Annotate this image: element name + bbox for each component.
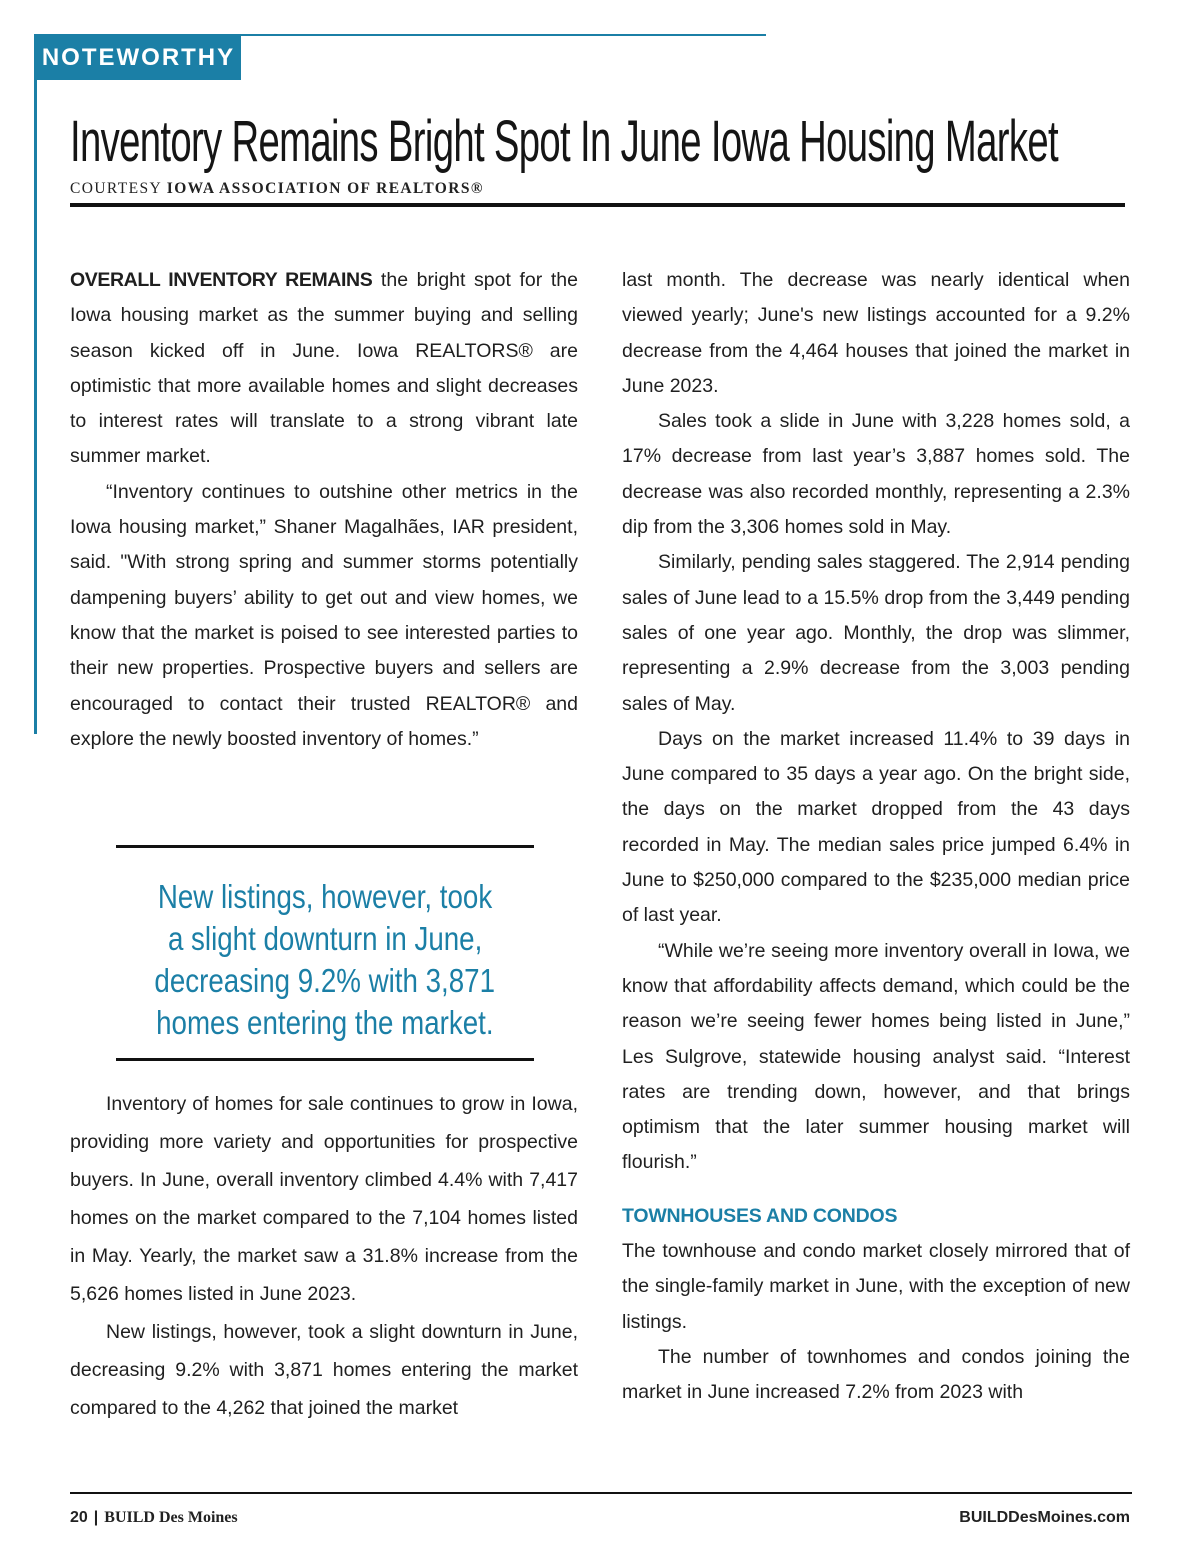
- lead-paragraph-text: the bright spot for the Iowa housing market as the summer buying and selling season kicked off in June. Iowa REALTORS® are optimistic that more available homes and slight decreases to interest rates will translate to a strong vibrant late summer market.: [70, 269, 578, 468]
- body-paragraph: The townhouse and condo market closely mirrored that of the single-family market in June, with the exception of new listings.: [622, 1240, 1130, 1333]
- body-paragraph: last month. The decrease was nearly identical when viewed yearly; June's new listings accounted for a 9.2% decrease from the 4,464 houses that joined the market in June 2023.: [622, 269, 1130, 397]
- publication-name: BUILD Des Moines: [104, 1509, 238, 1526]
- body-paragraph: New listings, however, took a slight downturn in June, decreasing 9.2% with 3,871 homes entering the market compared to the 4,262 that joined the market: [70, 1321, 578, 1419]
- website-link[interactable]: BUILDDesMoines.com: [959, 1509, 1130, 1526]
- pull-quote-line: New listings, however, took: [157, 878, 493, 915]
- body-paragraph: The number of townhomes and condos joining the market in June increased 7.2% from 2023 with: [622, 1345, 1130, 1404]
- body-paragraph: Similarly, pending sales staggered. The 2,914 pending sales of June lead to a 15.5% drop from the 3,449 pending sales of one year ago. Monthly, the drop was slimmer, representing a 2.9% decrease from the 3,003 pending sales of May.: [622, 551, 1130, 715]
- left-column-bottom: [70, 1085, 578, 1427]
- body-paragraph: Days on the market increased 11.4% to 39 days in June compared to 35 days a year ago. On the bright side, the days on the market dropped from the 43 days recorded in May. The median sales price jumped 6.4% in June to $250,000 compared to the $235,000 median price of last year.: [622, 727, 1130, 927]
- header-side-rule: [34, 34, 37, 734]
- credit-organization: IOWA ASSOCIATION OF REALTORS®: [166, 180, 484, 197]
- page-folio: [70, 1509, 238, 1527]
- article-credit: [70, 180, 484, 198]
- body-paragraph: “Inventory continues to outshine other metrics in the Iowa housing market,” Shaner Magalhães, IAR president, said. "With strong spring and summer storms potentially dampening buyers’ ability to get out and view homes, we know that the market is poised to see interested parties to their new properties. Prospective buyers and sellers are encouraged to contact their trusted REALTOR® and explore the newly boosted inventory of homes.”: [70, 480, 578, 750]
- body-paragraph: “While we’re seeing more inventory overall in Iowa, we know that affordability affects demand, which could be the reason we’re seeing fewer homes being listed in June,” Les Sulgrove, statewide housing analyst said. “Interest rates are trending down, however, and that brings optimism that the later summer housing market will flourish.”: [622, 939, 1130, 1174]
- pull-quote-top-rule: [116, 845, 534, 848]
- section-tag: NOTEWORTHY: [36, 36, 241, 80]
- pull-quote-line: homes entering the market.: [156, 1004, 494, 1041]
- lead-in: OVERALL INVENTORY REMAINS: [70, 269, 373, 291]
- section-subhead: TOWNHOUSES AND CONDOS: [622, 1204, 898, 1227]
- pull-quote-line: decreasing 9.2% with 3,871: [154, 962, 496, 999]
- body-paragraph: Sales took a slide in June with 3,228 homes sold, a 17% decrease from last year’s 3,887 homes sold. The decrease was also recorded monthly, representing a 2.3% dip from the 3,306 homes sold in May.: [622, 410, 1130, 539]
- pull-quote: [116, 876, 534, 1044]
- body-paragraph: Inventory of homes for sale continues to grow in Iowa, providing more variety and opportunities for prospective buyers. In June, overall inventory climbed 4.4% with 7,417 homes on the market compared to the 7,104 homes listed in May. Yearly, the market saw a 31.8% increase from the 5,626 homes listed in June 2023.: [70, 1093, 578, 1305]
- right-column: [622, 263, 1130, 1411]
- article-headline: Inventory Remains Bright Spot In June Iowa Housing Market: [70, 109, 1058, 174]
- page-number: 20: [70, 1509, 88, 1526]
- credit-prefix: COURTESY: [70, 180, 162, 197]
- footer-rule: [70, 1492, 1132, 1494]
- body-paragraph: [70, 263, 578, 475]
- folio-separator: |: [93, 1509, 99, 1526]
- headline-rule: [70, 203, 1125, 207]
- left-column-top: [70, 263, 578, 757]
- pull-quote-line: a slight downturn in June,: [167, 920, 483, 957]
- pull-quote-bottom-rule: [116, 1058, 534, 1061]
